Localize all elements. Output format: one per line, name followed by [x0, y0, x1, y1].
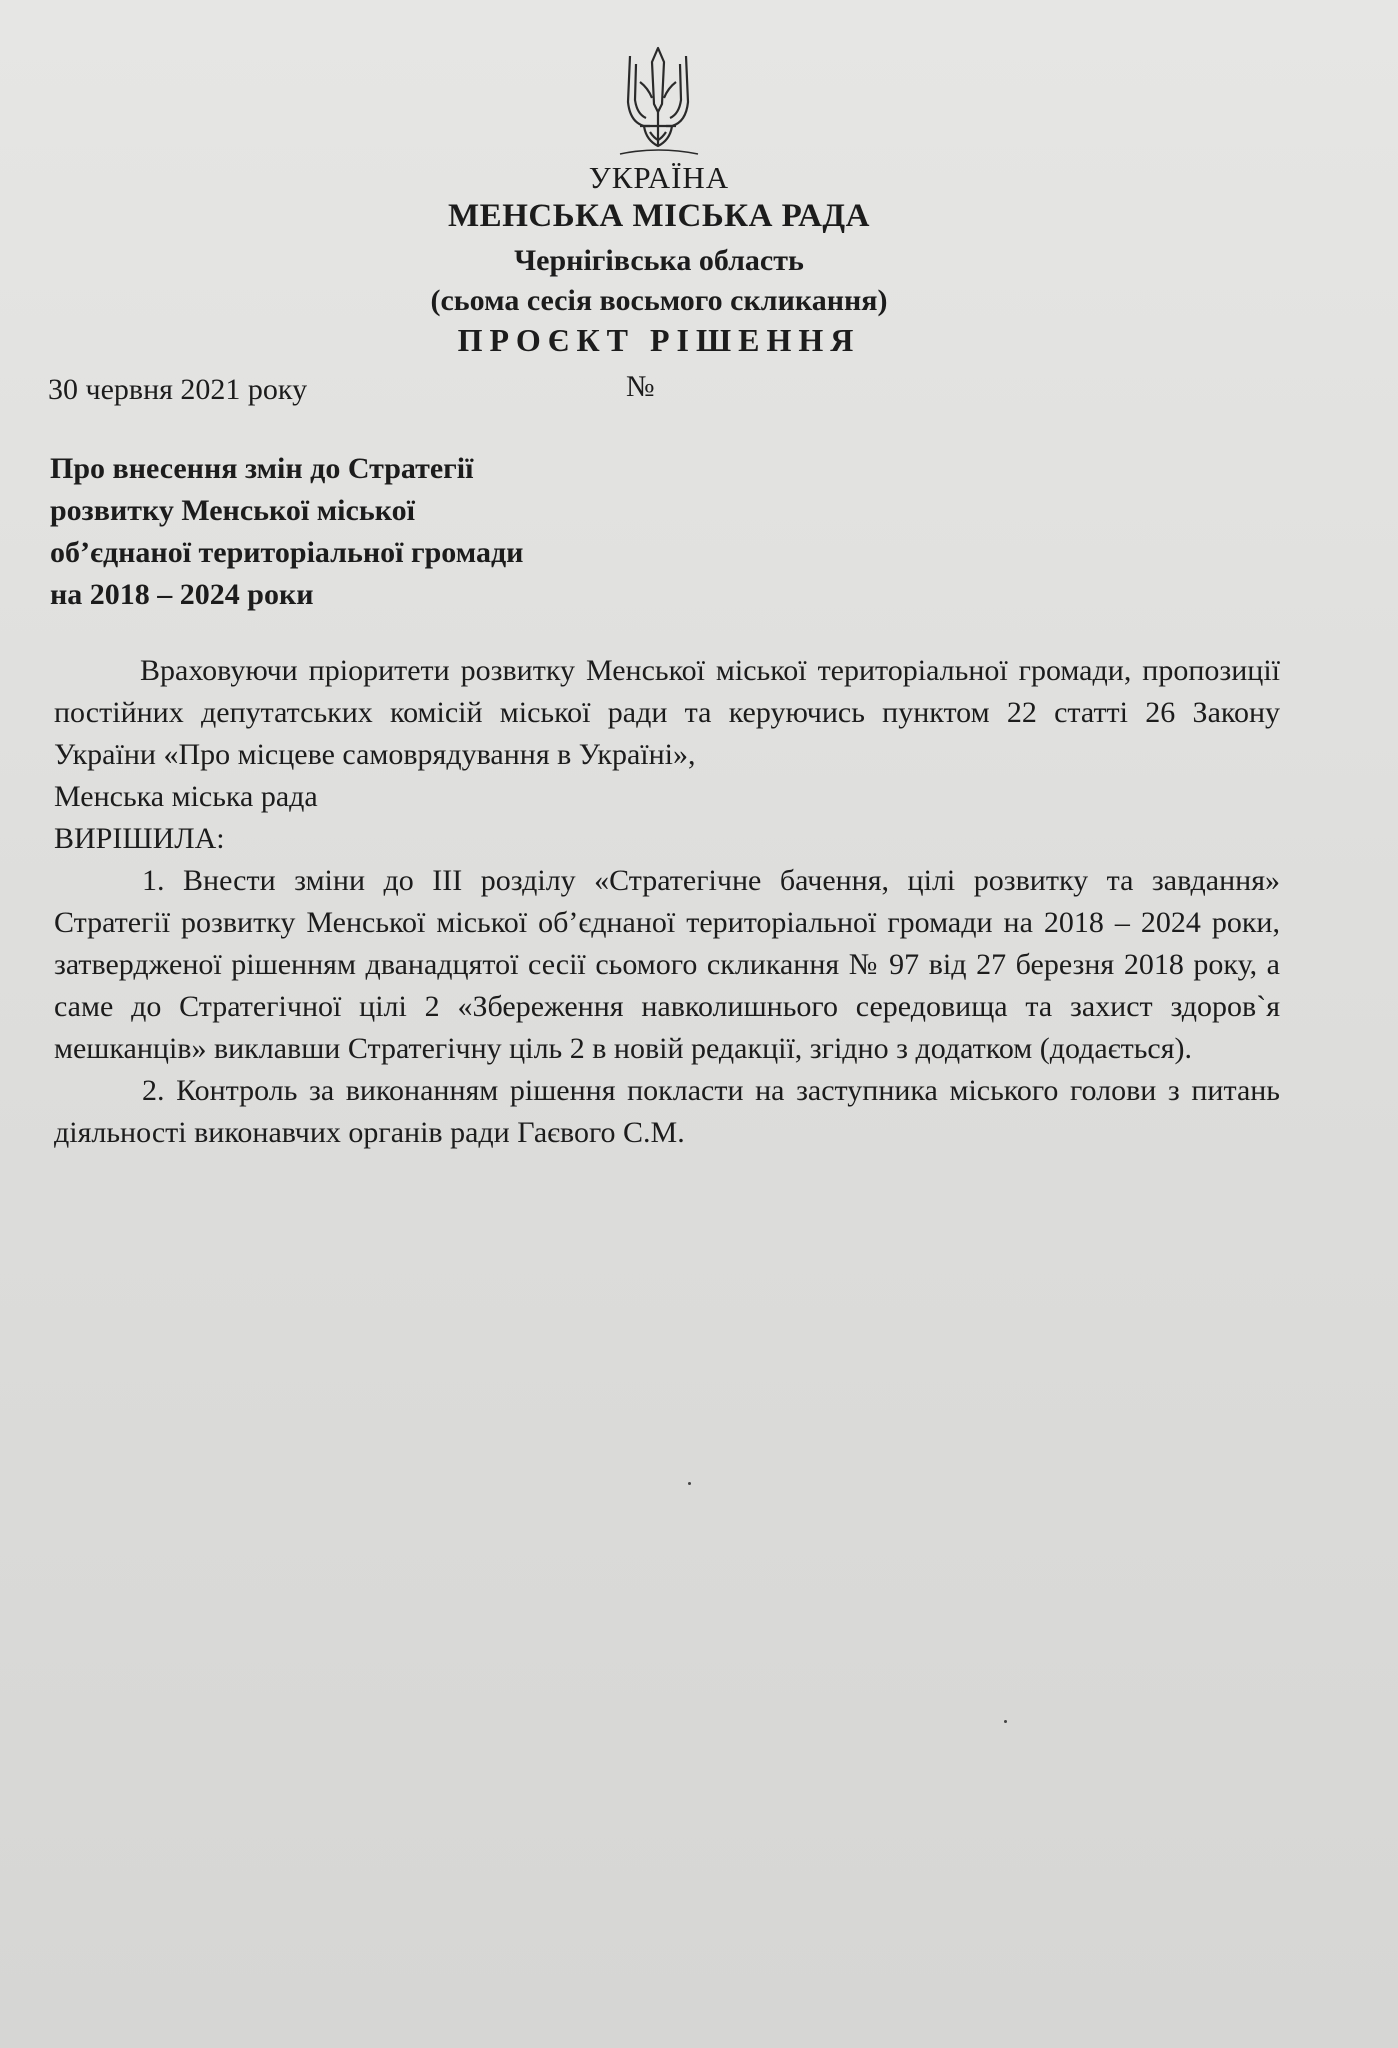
decision-item-2: 2. Контроль за виконанням рішення покласти на заступника міського голови з питань діяльності виконавчих органів ради Гаєвого С.М.: [54, 1074, 1280, 1149]
session-info: (сьома сесія восьмого скликання): [430, 284, 888, 317]
subject-line: розвитку Менської міської: [50, 494, 415, 527]
subject-line: на 2018 – 2024 роки: [50, 578, 314, 611]
decision-body: [54, 650, 1280, 1154]
intro-paragraph: Враховуючи пріоритети розвитку Менської міської територіальної громади, пропозиції постійних депутатських комісій міської ради та керуючись пунктом 22 статті 26 Закону України «Про місцеве самоврядування в Україні»,: [54, 654, 1280, 771]
decided-heading: ВИРІШИЛА:: [54, 822, 225, 855]
paper-speck: [1004, 1720, 1007, 1723]
paper-speck: [688, 1482, 691, 1485]
region-name: Чернігівська область: [514, 244, 804, 277]
document-type-title: ПРОЄКТ РІШЕННЯ: [457, 322, 861, 358]
subject-line: Про внесення змін до Стратегії: [50, 452, 474, 485]
trident-emblem-icon: [610, 42, 706, 160]
decision-date: 30 червня 2021 року: [48, 373, 308, 406]
decision-subject: [50, 448, 523, 616]
council-name-line: Менська міська рада: [54, 780, 318, 813]
decision-number: №: [626, 370, 655, 403]
country-name: УКРАЇНА: [588, 160, 730, 195]
subject-line: об’єднаної територіальної громади: [50, 536, 524, 569]
decision-item-1: 1. Внести зміни до ІІІ розділу «Стратегічне бачення, цілі розвитку та завдання» Стратегії розвитку Менської міської об’єднаної територіальної громади на 2018 – 2024 роки, затвердженої рішенням дванадцятої сесії сьомого скликання № 97 від 27 березня 2018 року, а саме до Стратегічної цілі 2 «Збереження навколишнього середовища та захист здоров`я мешканців» виклавши Стратегічну ціль 2 в новій редакції, згідно з додатком (додається).: [54, 864, 1280, 1065]
council-name: МЕНСЬКА МІСЬКА РАДА: [448, 198, 870, 234]
